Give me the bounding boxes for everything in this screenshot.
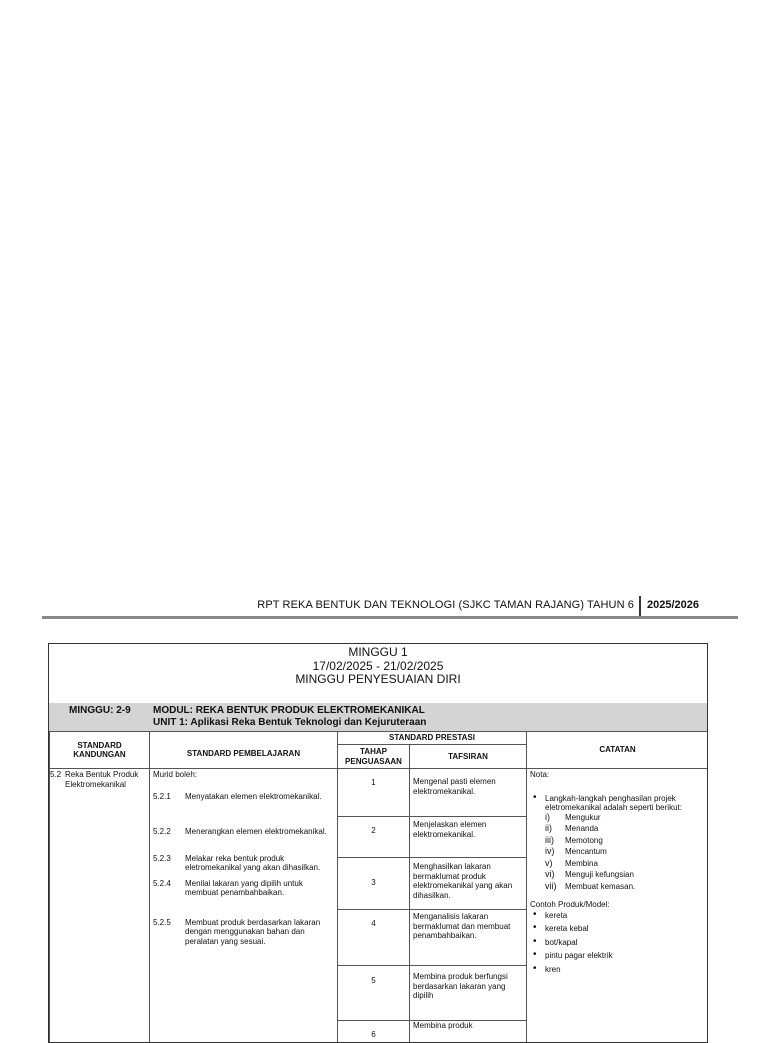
kandungan-cell <box>50 769 150 1043</box>
module-title: MODUL: REKA BENTUK PRODUK ELEKTROMEKANIKAL <box>153 705 425 717</box>
pembelajaran-item <box>153 879 334 898</box>
catatan-contoh-item: • kereta kebal <box>530 924 705 934</box>
catatan-step-text: Membina <box>565 859 598 868</box>
catatan-contoh-item: • bot/kapal <box>530 938 705 948</box>
catatan-langkah: • Langkah-langkah penghasilan projek eletromekanikal adalah seperti berikut: <box>530 794 705 813</box>
header-title: RPT REKA BENTUK DAN TEKNOLOGI (SJKC TAMAN RAJANG) TAHUN 6 <box>257 599 634 611</box>
tahap-level: 3 <box>338 858 410 910</box>
header-year: 2025/2026 <box>647 599 699 611</box>
header-standard-pembelajaran: STANDARD PEMBELAJARAN <box>150 732 338 769</box>
week-title: MINGGU PENYESUAIAN DIRI <box>49 673 707 687</box>
plan-table-frame <box>48 643 708 1043</box>
catatan-step <box>530 824 705 834</box>
catatan-step-text: Mencantum <box>565 847 607 856</box>
tafsiran-text: Menghasilkan lakaran bermaklumat produk elektromekanikal yang akan dihasilkan. <box>410 858 527 910</box>
header-catatan: CATATAN <box>527 732 709 769</box>
header-tafsiran: TAFSIRAN <box>410 745 527 769</box>
pembelajaran-item <box>153 854 334 873</box>
module-weeks: MINGGU: 2-9 <box>69 705 131 717</box>
header-standard-prestasi: STANDARD PRESTASI <box>338 732 527 745</box>
catatan-step-number: vi) <box>545 870 555 880</box>
pembelajaran-item <box>153 918 334 947</box>
catatan-step-text: Menguji kefungsian <box>565 870 634 879</box>
catatan-step <box>530 870 705 880</box>
catatan-step <box>530 836 705 846</box>
catatan-step <box>530 882 705 892</box>
kandungan-text: Reka Bentuk Produk Elektromekanikal <box>65 770 138 789</box>
pembelajaran-item-number: 5.2.4 <box>153 879 171 889</box>
header-rule <box>42 616 738 619</box>
catatan-contoh-item: • kren <box>530 965 705 975</box>
catatan-step-number: i) <box>545 813 550 823</box>
tahap-level: 5 <box>338 966 410 1021</box>
catatan-step <box>530 847 705 857</box>
pembelajaran-item-text: Melakar reka bentuk produk eletromekanikal yang akan dihasilkan. <box>185 854 320 873</box>
header-standard-kandungan: STANDARD KANDUNGAN <box>50 732 150 769</box>
week-box <box>49 644 707 703</box>
standards-table <box>49 731 708 1043</box>
pembelajaran-item <box>153 792 334 802</box>
catatan-step-number: vii) <box>545 882 557 892</box>
week-number: MINGGU 1 <box>49 646 707 660</box>
tahap-level: 1 <box>338 769 410 817</box>
tafsiran-text: Membina produk <box>410 1021 527 1043</box>
catatan-step <box>530 859 705 869</box>
kandungan-number: 5.2 <box>50 770 61 780</box>
tafsiran-text: Membina produk berfungsi berdasarkan lakaran yang dipilih <box>410 966 527 1021</box>
pembelajaran-item-text: Menyatakan elemen elektromekanikal. <box>185 792 322 801</box>
catatan-step-number: ii) <box>545 824 552 834</box>
catatan-step-number: iii) <box>545 836 554 846</box>
tafsiran-text: Menjelaskan elemen elektromekanikal. <box>410 817 527 858</box>
tahap-level: 6 <box>338 1021 410 1043</box>
catatan-step-text: Memotong <box>565 836 603 845</box>
catatan-contoh-list <box>530 911 705 975</box>
catatan-contoh-item: • pintu pagar elektrik <box>530 951 705 961</box>
pembelajaran-item-number: 5.2.2 <box>153 827 171 837</box>
pembelajaran-cell <box>150 769 338 1043</box>
module-bar <box>49 703 707 731</box>
pembelajaran-intro: Murid boleh: <box>153 770 334 780</box>
catatan-cell <box>527 769 709 1043</box>
catatan-step-text: Membuat kemasan. <box>565 882 635 891</box>
catatan-step-text: Menanda <box>565 824 598 833</box>
pembelajaran-item-number: 5.2.3 <box>153 854 171 864</box>
tafsiran-text: Mengenal pasti elemen elektromekanikal. <box>410 769 527 817</box>
header-tahap-penguasaan: TAHAP PENGUASAAN <box>338 745 410 769</box>
catatan-step-number: iv) <box>545 847 555 857</box>
pembelajaran-item-number: 5.2.5 <box>153 918 171 928</box>
pembelajaran-item-text: Menerangkan elemen elektromekanikal. <box>185 827 327 836</box>
week-dates: 17/02/2025 - 21/02/2025 <box>49 660 707 674</box>
page-header <box>42 596 738 616</box>
tahap-level: 4 <box>338 910 410 966</box>
catatan-step-number: v) <box>545 859 553 869</box>
catatan-step-text: Mengukur <box>565 813 601 822</box>
catatan-nota: Nota: <box>530 770 705 780</box>
catatan-contoh-label: Contoh Produk/Model: <box>530 900 705 910</box>
tafsiran-text: Menganalisis lakaran bermaklumat dan membuat penambahbaikan. <box>410 910 527 966</box>
pembelajaran-item-text: Membuat produk berdasarkan lakaran dengan menggunakan bahan dan peralatan yang sesuai. <box>185 918 320 946</box>
pembelajaran-item-text: Menilai lakaran yang dipilih untuk membuat penambahbaikan. <box>185 879 303 898</box>
tahap-level: 2 <box>338 817 410 858</box>
pembelajaran-item <box>153 827 334 837</box>
catatan-step <box>530 813 705 823</box>
header-separator <box>639 596 641 616</box>
catatan-contoh-item: • kereta <box>530 911 705 921</box>
catatan-steps-list <box>530 794 705 813</box>
pembelajaran-item-number: 5.2.1 <box>153 792 171 802</box>
module-unit: UNIT 1: Aplikasi Reka Bentuk Teknologi dan Kejuruteraan <box>153 717 426 729</box>
